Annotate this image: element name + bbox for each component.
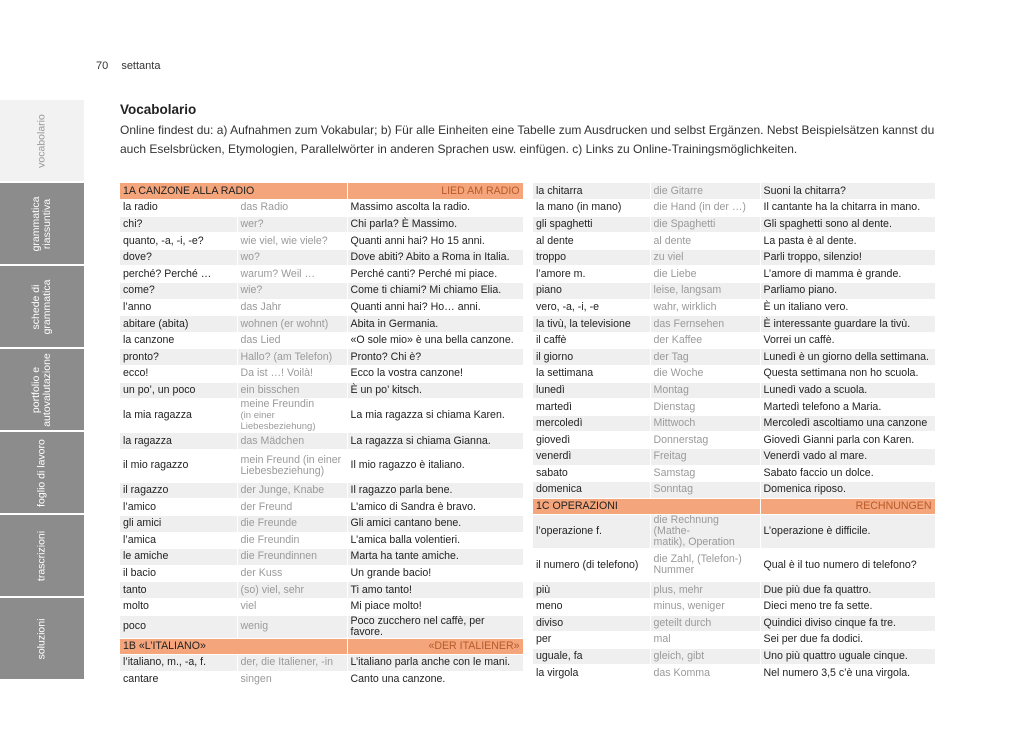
german-translation: das Komma xyxy=(650,665,760,682)
vocab-row xyxy=(120,549,523,566)
example-sentence: È un po’ kitsch. xyxy=(347,382,523,399)
side-tabs xyxy=(0,100,84,681)
vocab-row xyxy=(120,482,523,499)
german-translation: (so) viel, sehr xyxy=(237,582,347,599)
german-translation: leise, langsam xyxy=(650,283,760,300)
german-translation xyxy=(650,549,760,582)
vocab-row xyxy=(533,266,935,283)
section-title-de: «DER ITALIENER» xyxy=(347,638,523,655)
german-translation: wie viel, wie viele? xyxy=(237,233,347,250)
german-translation: wohnen (er wohnt) xyxy=(237,316,347,333)
german-translation-line: Nummer xyxy=(653,564,695,577)
italian-term: giovedì xyxy=(533,432,650,449)
example-sentence: Quindici diviso cinque fa tre. xyxy=(760,615,935,632)
italian-term: venerdì xyxy=(533,449,650,466)
german-translation: der Tag xyxy=(650,349,760,366)
tab-schede-di-grammatica[interactable] xyxy=(0,266,84,349)
vocab-row xyxy=(533,665,935,682)
example-sentence: Parli troppo, silenzio! xyxy=(760,249,935,266)
italian-term: gli spaghetti xyxy=(533,216,650,233)
vocab-row xyxy=(120,449,523,482)
german-translation: das Fernsehen xyxy=(650,316,760,333)
tab-label: foglio di lavoro xyxy=(35,438,48,507)
italian-term: la canzone xyxy=(120,332,237,349)
section-title-it: 1A CANZONE ALLA RADIO xyxy=(120,183,347,200)
italian-term: il giorno xyxy=(533,349,650,366)
vocab-table-left xyxy=(120,183,524,688)
german-translation: das Radio xyxy=(237,200,347,217)
vocab-row xyxy=(120,615,523,638)
german-translation: die Freundin xyxy=(237,532,347,549)
vocab-row xyxy=(533,582,935,599)
vocab-row xyxy=(120,366,523,383)
vocab-row xyxy=(120,399,523,433)
german-translation: wo? xyxy=(237,249,347,266)
italian-term: per xyxy=(533,632,650,649)
tab-foglio-di-lavoro[interactable] xyxy=(0,432,84,515)
vocab-row xyxy=(533,349,935,366)
german-translation: die Gitarre xyxy=(650,183,760,200)
german-translation: minus, weniger xyxy=(650,598,760,615)
example-sentence: Lunedì vado a scuola. xyxy=(760,382,935,399)
example-sentence: È interessante guardare la tivù. xyxy=(760,316,935,333)
vocab-row xyxy=(533,366,935,383)
italian-term: la virgola xyxy=(533,665,650,682)
german-translation: der, die Italiener, -in xyxy=(237,655,347,672)
vocab-row xyxy=(120,233,523,250)
example-sentence: Un grande bacio! xyxy=(347,565,523,582)
italian-term: l’italiano, m., -a, f. xyxy=(120,655,237,672)
german-translation-line: matik), Operation xyxy=(653,536,735,549)
italian-term: l’amica xyxy=(120,532,237,549)
vocab-row xyxy=(120,382,523,399)
vocab-row xyxy=(120,598,523,615)
vocab-row xyxy=(533,632,935,649)
page-number xyxy=(96,60,170,72)
vocab-row xyxy=(120,216,523,233)
vocab-row xyxy=(120,316,523,333)
example-sentence: La mia ragazza si chiama Karen. xyxy=(347,399,523,433)
vocab-row xyxy=(533,482,935,499)
example-sentence: La ragazza si chiama Gianna. xyxy=(347,433,523,450)
example-sentence: L’amico di Sandra è bravo. xyxy=(347,499,523,516)
vocab-row xyxy=(533,648,935,665)
vocab-row xyxy=(533,249,935,266)
tab-label: portfolio e autovalutazione xyxy=(30,352,53,427)
italian-term: il bacio xyxy=(120,565,237,582)
vocab-row xyxy=(533,598,935,615)
tab-label: grammatica riassuntiva xyxy=(30,196,53,251)
example-sentence: Martedì telefono a Maria. xyxy=(760,399,935,416)
section-header-row xyxy=(120,183,523,200)
example-sentence: Quanti anni hai? Ho 15 anni. xyxy=(347,233,523,250)
italian-term: domenica xyxy=(533,482,650,499)
italian-term: l’operazione f. xyxy=(533,515,650,549)
example-sentence: Vorrei un caffè. xyxy=(760,332,935,349)
italian-term: piano xyxy=(533,283,650,300)
italian-term: l’amico xyxy=(120,499,237,516)
italian-term: la chitarra xyxy=(533,183,650,200)
german-translation: die Hand (in der …) xyxy=(650,200,760,217)
section-title-it: 1B «L’ITALIANO» xyxy=(120,638,347,655)
example-sentence: Mercoledì ascoltiamo una canzone xyxy=(760,415,935,432)
italian-term: la mia ragazza xyxy=(120,399,237,433)
german-translation: plus, mehr xyxy=(650,582,760,599)
italian-term: mercoledì xyxy=(533,415,650,432)
italian-term: gli amici xyxy=(120,516,237,533)
italian-term: la tivù, la televisione xyxy=(533,316,650,333)
example-sentence: Mi piace molto! xyxy=(347,598,523,615)
german-translation: die Spaghetti xyxy=(650,216,760,233)
italian-term: tanto xyxy=(120,582,237,599)
tab-label: soluzioni xyxy=(35,618,48,659)
italian-term: più xyxy=(533,582,650,599)
german-translation: Da ist …! Voilà! xyxy=(237,366,347,383)
vocab-row xyxy=(120,200,523,217)
vocab-row xyxy=(120,516,523,533)
vocab-row xyxy=(533,549,935,582)
italian-term: la ragazza xyxy=(120,433,237,450)
tab-label: schede di grammatica xyxy=(30,279,53,334)
italian-term: sabato xyxy=(533,465,650,482)
german-translation xyxy=(237,449,347,482)
german-translation: wenig xyxy=(237,615,347,638)
german-translation: mal xyxy=(650,632,760,649)
italian-term: le amiche xyxy=(120,549,237,566)
example-sentence: L’amore di mamma è grande. xyxy=(760,266,935,283)
example-sentence: Nel numero 3,5 c’è una virgola. xyxy=(760,665,935,682)
italian-term: meno xyxy=(533,598,650,615)
example-sentence: Domenica riposo. xyxy=(760,482,935,499)
italian-term: l’amore m. xyxy=(533,266,650,283)
italian-term: quanto, -a, -i, -e? xyxy=(120,233,237,250)
vocab-row xyxy=(120,499,523,516)
example-sentence: Ti amo tanto! xyxy=(347,582,523,599)
example-sentence: Perché canti? Perché mi piace. xyxy=(347,266,523,283)
vocab-row xyxy=(120,249,523,266)
italian-term: molto xyxy=(120,598,237,615)
german-translation xyxy=(650,515,760,549)
german-translation-line: Liebesbeziehung) xyxy=(240,464,325,477)
german-translation: Sonntag xyxy=(650,482,760,499)
vocab-row xyxy=(120,266,523,283)
vocab-table-right xyxy=(533,183,936,682)
vocab-row xyxy=(533,316,935,333)
example-sentence: Due più due fa quattro. xyxy=(760,582,935,599)
german-translation: Dienstag xyxy=(650,399,760,416)
italian-term: il numero (di telefono) xyxy=(533,549,650,582)
example-sentence: L’amica balla volentieri. xyxy=(347,532,523,549)
section-header-row xyxy=(533,498,935,515)
example-sentence: Dove abiti? Abito a Roma in Italia. xyxy=(347,249,523,266)
section-title-it: 1C OPERAZIONI xyxy=(533,498,760,515)
vocab-row xyxy=(120,283,523,300)
german-translation-line: meine Freundin xyxy=(240,398,315,411)
tab-grammatica-riassuntiva[interactable] xyxy=(0,183,84,266)
section-title-de: RECHNUNGEN xyxy=(760,498,935,515)
german-translation: Donnerstag xyxy=(650,432,760,449)
vocab-row xyxy=(533,183,935,200)
vocab-row xyxy=(120,671,523,688)
example-sentence: Uno più quattro uguale cinque. xyxy=(760,648,935,665)
example-sentence: Gli spaghetti sono al dente. xyxy=(760,216,935,233)
german-translation: wahr, wirklich xyxy=(650,299,760,316)
vocab-row xyxy=(533,216,935,233)
italian-term: martedì xyxy=(533,399,650,416)
vocab-row xyxy=(120,565,523,582)
vocab-row xyxy=(533,415,935,432)
vocab-row xyxy=(533,432,935,449)
german-translation: der Freund xyxy=(237,499,347,516)
vocab-row xyxy=(120,532,523,549)
italian-term: abitare (abita) xyxy=(120,316,237,333)
german-translation: zu viel xyxy=(650,249,760,266)
german-translation: wie? xyxy=(237,283,347,300)
tab-label: vocabolario xyxy=(35,113,48,168)
german-translation: Freitag xyxy=(650,449,760,466)
example-sentence: Lunedì è un giorno della settimana. xyxy=(760,349,935,366)
page-number-digit: 70 xyxy=(96,60,109,72)
italian-term: ecco! xyxy=(120,366,237,383)
vocab-row xyxy=(533,465,935,482)
italian-term: come? xyxy=(120,283,237,300)
german-translation: der Kuss xyxy=(237,565,347,582)
example-sentence: Il ragazzo parla bene. xyxy=(347,482,523,499)
german-translation: viel xyxy=(237,598,347,615)
vocab-row xyxy=(533,615,935,632)
german-translation: das Lied xyxy=(237,332,347,349)
vocab-row xyxy=(533,449,935,466)
italian-term: troppo xyxy=(533,249,650,266)
italian-term: la mano (in mano) xyxy=(533,200,650,217)
italian-term: la radio xyxy=(120,200,237,217)
vocab-row xyxy=(120,332,523,349)
example-sentence: Marta ha tante amiche. xyxy=(347,549,523,566)
italian-term: dove? xyxy=(120,249,237,266)
example-sentence: Sei per due fa dodici. xyxy=(760,632,935,649)
example-sentence: Suoni la chitarra? xyxy=(760,183,935,200)
italian-term: perché? Perché … xyxy=(120,266,237,283)
example-sentence: Parliamo piano. xyxy=(760,283,935,300)
italian-term: diviso xyxy=(533,615,650,632)
tab-trascrizioni[interactable] xyxy=(0,515,84,598)
section-title-de: LIED AM RADIO xyxy=(347,183,523,200)
german-translation: geteilt durch xyxy=(650,615,760,632)
italian-term: il mio ragazzo xyxy=(120,449,237,482)
example-sentence: Il cantante ha la chitarra in mano. xyxy=(760,200,935,217)
german-translation: das Jahr xyxy=(237,299,347,316)
german-translation: warum? Weil … xyxy=(237,266,347,283)
content-header xyxy=(120,102,935,159)
german-translation: die Freunde xyxy=(237,516,347,533)
vocab-row xyxy=(533,515,935,549)
german-translation-line: mein Freund (in einer xyxy=(240,453,342,466)
italian-term: poco xyxy=(120,615,237,638)
example-sentence: Poco zucchero nel caffè, per favore. xyxy=(347,615,523,638)
italian-term: l’anno xyxy=(120,299,237,316)
italian-term: pronto? xyxy=(120,349,237,366)
vocab-row xyxy=(120,299,523,316)
german-translation: die Liebe xyxy=(650,266,760,283)
vocab-column-left xyxy=(120,183,523,688)
vocab-row xyxy=(533,299,935,316)
tab-label: trascrizioni xyxy=(35,530,48,581)
italian-term: il caffè xyxy=(533,332,650,349)
vocab-row xyxy=(533,233,935,250)
german-translation xyxy=(237,399,347,433)
example-sentence: Gli amici cantano bene. xyxy=(347,516,523,533)
example-sentence: Giovedì Gianni parla con Karen. xyxy=(760,432,935,449)
italian-term: vero, -a, -i, -e xyxy=(533,299,650,316)
german-translation-line: (in einer Liebesbeziehung) xyxy=(240,410,316,433)
vocab-row xyxy=(533,332,935,349)
italian-term: uguale, fa xyxy=(533,648,650,665)
german-translation: Hallo? (am Telefon) xyxy=(237,349,347,366)
german-translation: das Mädchen xyxy=(237,433,347,450)
vocab-row xyxy=(120,655,523,672)
italian-term: la settimana xyxy=(533,366,650,383)
tab-soluzioni[interactable] xyxy=(0,598,84,681)
example-sentence: L’italiano parla anche con le mani. xyxy=(347,655,523,672)
page-title: Vocabolario xyxy=(120,102,197,117)
example-sentence: Come ti chiami? Mi chiamo Elia. xyxy=(347,283,523,300)
vocab-row xyxy=(533,200,935,217)
example-sentence: Venerdì vado al mare. xyxy=(760,449,935,466)
vocab-row xyxy=(533,399,935,416)
example-sentence: «O sole mio» è una bella canzone. xyxy=(347,332,523,349)
italian-term: lunedì xyxy=(533,382,650,399)
example-sentence: È un italiano vero. xyxy=(760,299,935,316)
example-sentence: Questa settimana non ho scuola. xyxy=(760,366,935,383)
example-sentence: L’operazione è difficile. xyxy=(760,515,935,549)
example-sentence: Quanti anni hai? Ho… anni. xyxy=(347,299,523,316)
section-header-row xyxy=(120,638,523,655)
german-translation: Samstag xyxy=(650,465,760,482)
example-sentence: Canto una canzone. xyxy=(347,671,523,688)
vocab-column-right xyxy=(533,183,935,682)
german-translation: al dente xyxy=(650,233,760,250)
intro-text: Online findest du: a) Aufnahmen zum Vokabular; b) Für alle Einheiten eine Tabelle zum Ausdrucken und selbst Ergänzen. Nebst Beispielsätzen kannst du auch Eselsbrücken, Etymologien, Parallelwörter in anderen Sprachen usw. einfügen. c) Links zu Online-Trainingsmöglichkeiten. xyxy=(120,123,935,156)
example-sentence: Abita in Germania. xyxy=(347,316,523,333)
german-translation: gleich, gibt xyxy=(650,648,760,665)
example-sentence: Massimo ascolta la radio. xyxy=(347,200,523,217)
example-sentence: Pronto? Chi è? xyxy=(347,349,523,366)
german-translation: der Kaffee xyxy=(650,332,760,349)
vocab-row xyxy=(533,283,935,300)
german-translation: Mittwoch xyxy=(650,415,760,432)
example-sentence: Dieci meno tre fa sette. xyxy=(760,598,935,615)
example-sentence: Ecco la vostra canzone! xyxy=(347,366,523,383)
german-translation: die Freundinnen xyxy=(237,549,347,566)
example-sentence: Il mio ragazzo è italiano. xyxy=(347,449,523,482)
vocab-row xyxy=(120,349,523,366)
page-number-word: settanta xyxy=(121,60,161,72)
vocab-row xyxy=(120,582,523,599)
italian-term: il ragazzo xyxy=(120,482,237,499)
example-sentence: Sabato faccio un dolce. xyxy=(760,465,935,482)
example-sentence: Chi parla? È Massimo. xyxy=(347,216,523,233)
german-translation-line: die Zahl, (Telefon-) xyxy=(653,553,742,566)
example-sentence: La pasta è al dente. xyxy=(760,233,935,250)
tab-vocabolario[interactable] xyxy=(0,100,84,183)
tab-portfolio[interactable] xyxy=(0,349,84,432)
german-translation: der Junge, Knabe xyxy=(237,482,347,499)
german-translation: singen xyxy=(237,671,347,688)
vocab-row xyxy=(533,382,935,399)
vocab-row xyxy=(120,433,523,450)
example-sentence: Qual è il tuo numero di telefono? xyxy=(760,549,935,582)
italian-term: al dente xyxy=(533,233,650,250)
german-translation: die Woche xyxy=(650,366,760,383)
german-translation: Montag xyxy=(650,382,760,399)
italian-term: cantare xyxy=(120,671,237,688)
german-translation: ein bisschen xyxy=(237,382,347,399)
german-translation: wer? xyxy=(237,216,347,233)
german-translation-line: die Rechnung (Mathe- xyxy=(653,514,719,538)
italian-term: un po’, un poco xyxy=(120,382,237,399)
italian-term: chi? xyxy=(120,216,237,233)
